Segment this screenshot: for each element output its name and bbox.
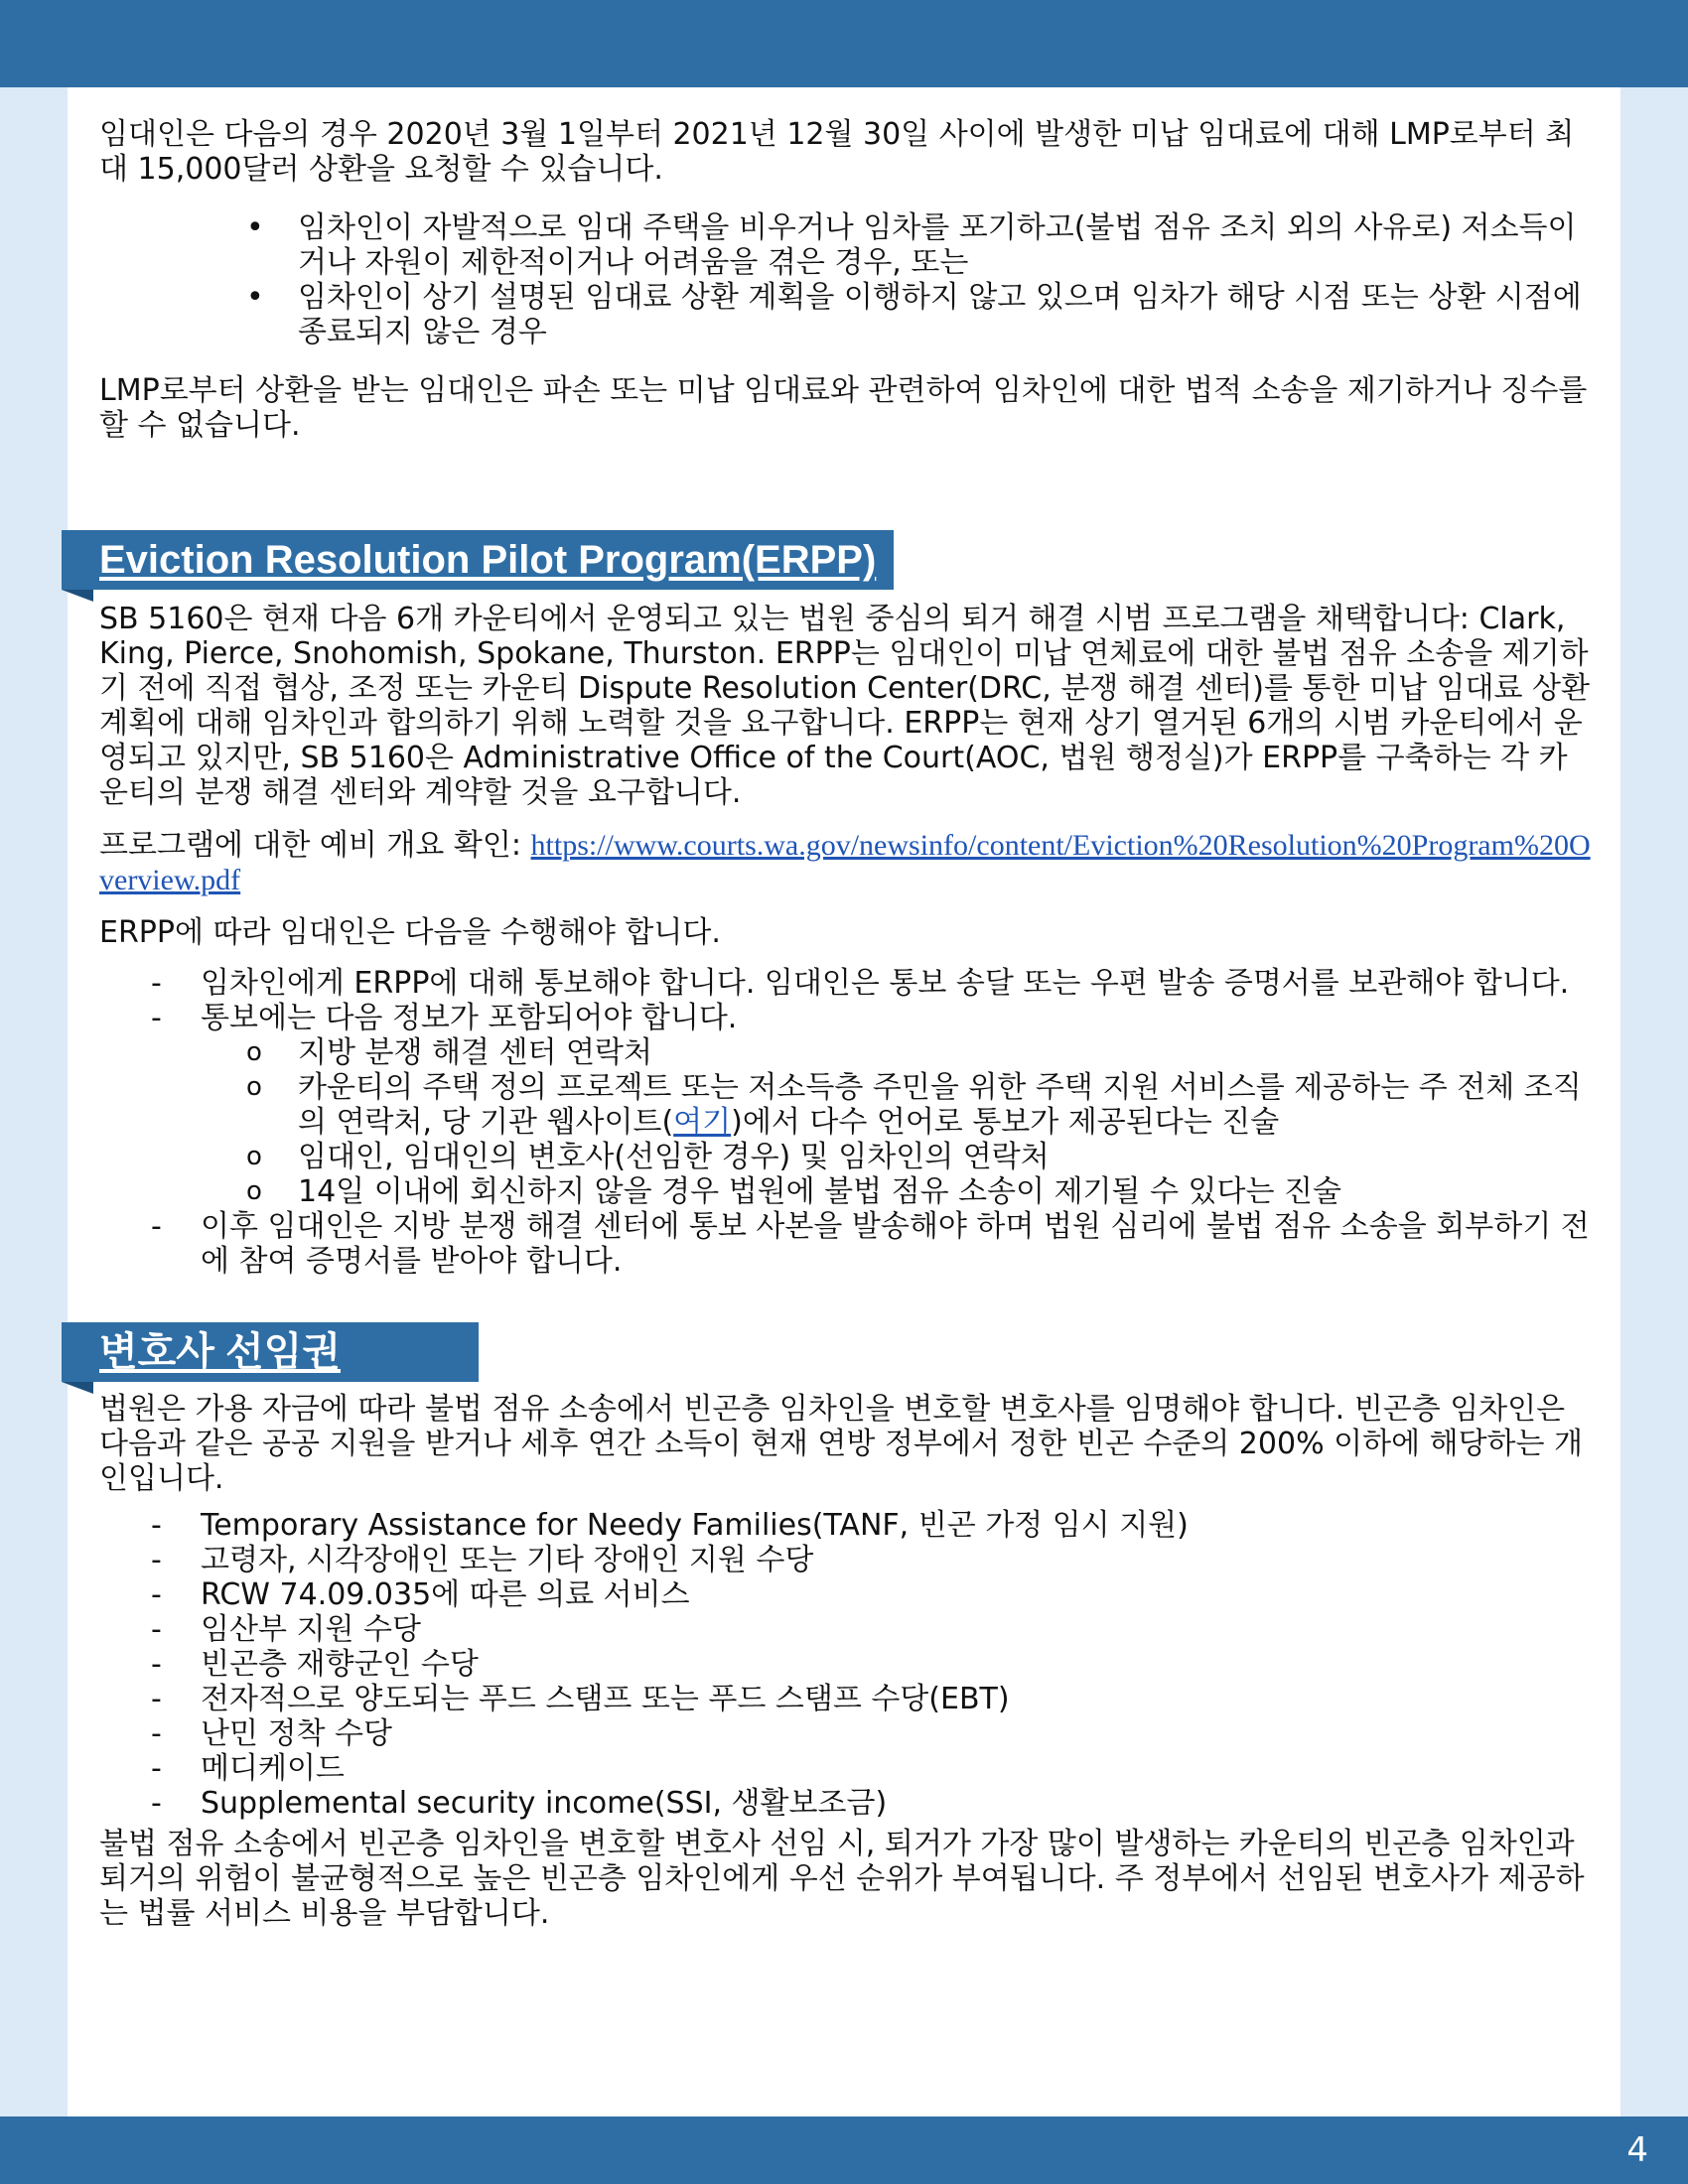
list-item: - Supplemental security income(SSI, 생활보조금) (151, 1786, 888, 1821)
list-item: • 임차인이 상기 설명된 임대료 상환 계획을 이행하지 않고 있으며 임차가 해당 시점 또는 상환 시점에 종료되지 않은 경우 (246, 280, 1582, 349)
list-item: - 고령자, 시각장애인 또는 기타 장애인 지원 수당 (151, 1543, 814, 1577)
bottom-banner (0, 2116, 1688, 2184)
list-item: - 메디케이드 (151, 1751, 345, 1786)
dash-icon: - (151, 1001, 162, 1035)
dash-icon: - (151, 1786, 162, 1821)
erpp-requirements-intro: ERPP에 따라 임대인은 다음을 수행해야 합니다. (99, 915, 721, 950)
bullet-icon: • (246, 280, 264, 315)
page-number: 4 (1626, 2130, 1648, 2170)
intro-closing-paragraph: LMP로부터 상환을 받는 임대인은 파손 또는 미납 임대료와 관련하여 임차인에 대한 법적 소송을 제기하거나 징수를 할 수 없습니다. (99, 373, 1588, 443)
list-item: - 임산부 지원 수당 (151, 1612, 421, 1647)
dash-icon: - (151, 1716, 162, 1751)
dash-icon: - (151, 1682, 162, 1716)
list-item: - 임차인에게 ERPP에 대해 통보해야 합니다. 임대인은 통보 송달 또는 우편 발송 증명서를 보관해야 합니다. (151, 966, 1570, 1001)
sub-list-item: o 14일 이내에 회신하지 않을 경우 법원에 불법 점유 소송이 제기될 수 있다는 진술 (246, 1174, 1341, 1209)
notice-contents-list (201, 1035, 1591, 1209)
circle-bullet-icon: o (246, 1176, 262, 1206)
dash-icon: - (151, 1647, 162, 1682)
dash-icon: - (151, 1612, 162, 1647)
dash-icon: - (151, 1577, 162, 1612)
overview-paragraph: 프로그램에 대한 예비 개요 확인: https://www.courts.wa.gov/newsinfo/content/Eviction%20Resolution%20Program%20Overview.pdf (99, 828, 1591, 896)
erpp-requirements-list (99, 966, 1591, 1279)
list-item: - 이후 임대인은 지방 분쟁 해결 센터에 통보 사본을 발송해야 하며 법원 심리에 불법 점유 소송을 회부하기 전에 참여 증명서를 받아야 합니다. (151, 1209, 1590, 1279)
dash-icon: - (151, 1209, 162, 1244)
bullet-icon: • (246, 210, 264, 245)
sub-list-item: o 카운티의 주택 정의 프로젝트 또는 저소득층 주민을 위한 주택 지원 서비스를 제공하는 주 전체 조직의 연락처, 당 기관 웹사이트(여기)에서 다수 언어로 통보가 제공된다는 진술 (246, 1070, 1582, 1140)
sub-list-item: o 지방 분쟁 해결 센터 연락처 (246, 1035, 652, 1070)
erpp-paragraph: SB 5160은 현재 다음 6개 카운티에서 운영되고 있는 법원 중심의 퇴거 해결 시범 프로그램을 채택합니다: Clark, King, Pierce, Snohomish, Spokane, Thurston. ERPP는 임대인이 미납 연체료에 대한 불법 점유 소송을 제기하기 전에 직접 협상, 조정 또는 카운티 Dispute Resolution Center(DRC, 분쟁 해결 센터)를 통한 미납 임대료 상환 계획에 대해 임차인과 합의하기 위해 노력할 것을 요구합니다. ERPP는 현재 상기 열거된 6개의 시범 카운티에서 운영되고 있지만, SB 5160은 Administrative Office of the Court(AOC, 법원 행정실)가 ERPP를 구축하는 각 카운티의 분쟁 해결 센터와 계약할 것을 요구합니다. (99, 602, 1590, 810)
circle-bullet-icon: o (246, 1037, 262, 1067)
list-item: • 임차인이 자발적으로 임대 주택을 비우거나 임차를 포기하고(불법 점유 조치 외의 사유로) 저소득이거나 자원이 제한적이거나 어려움을 겪은 경우, 또는 (246, 210, 1577, 280)
top-banner (0, 0, 1688, 87)
list-item: - RCW 74.09.035에 따른 의료 서비스 (151, 1577, 690, 1612)
dash-icon: - (151, 1543, 162, 1577)
page-content (68, 87, 1620, 2116)
erpp-heading-wrap (68, 530, 1591, 590)
website-link[interactable]: 여기 (673, 1105, 732, 1140)
counsel-heading-wrap (68, 1322, 1591, 1382)
overview-link[interactable]: https://www.courts.wa.gov/newsinfo/content/Eviction%20Resolution%20Program%20Overview.pdf (99, 829, 1591, 896)
list-item: - Temporary Assistance for Needy Families(TANF, 빈곤 가정 임시 지원) (151, 1508, 1189, 1543)
list-item: - 빈곤층 재향군인 수당 (151, 1647, 479, 1682)
counsel-closing-paragraph: 불법 점유 소송에서 빈곤층 임차인을 변호할 변호사 선임 시, 퇴거가 가장 많이 발생하는 카운티의 빈곤층 임차인과 퇴거의 위험이 불균형적으로 높은 빈곤층 임차인에게 우선 순위가 부여됩니다. 주 정부에서 선임된 변호사가 제공하는 법률 서비스 비용을 부담합니다. (99, 1827, 1585, 1931)
heading-fold-decoration (62, 1382, 93, 1394)
intro-bullet-list (99, 210, 1591, 349)
heading-fold-decoration (62, 590, 93, 602)
counsel-paragraph: 법원은 가용 자금에 따라 불법 점유 소송에서 빈곤층 임차인을 변호할 변호사를 임명해야 합니다. 빈곤층 임차인은 다음과 같은 공공 지원을 받거나 세후 연간 소득이 현재 연방 정부에서 정한 빈곤 수준의 200% 이하에 해당하는 개인입니다. (99, 1392, 1584, 1496)
circle-bullet-icon: o (246, 1142, 262, 1171)
list-item: - 전자적으로 양도되는 푸드 스탬프 또는 푸드 스탬프 수당(EBT) (151, 1682, 1010, 1716)
section-heading-counsel: 변호사 선임권 (62, 1322, 479, 1382)
list-item: - 난민 정착 수당 (151, 1716, 392, 1751)
public-assistance-list (99, 1508, 1591, 1821)
right-margin (1620, 87, 1688, 2116)
list-item: - 통보에는 다음 정보가 포함되어야 합니다. o 지방 분쟁 해결 센터 연락처 o 카운티의 주택 정의 프로젝트 또는 저소득층 주민을 위한 주택 지원 서비스를 제공하는 주 전체 조직의 연락처, 당 기관 웹사이트(여기)에서 다수 언어로 통보가 제공된다는 진술 o 임대인, 임대인의 변호사(선임한 경우) 및 임차인의 연락처 o 14일 이내에 회신하지 않을 경우 법원에 불법 점유 소송이 제기될 수 있다는 진술 (99, 1001, 1591, 1209)
dash-icon: - (151, 1508, 162, 1543)
sub-list-item: o 임대인, 임대인의 변호사(선임한 경우) 및 임차인의 연락처 (246, 1140, 1050, 1174)
dash-icon: - (151, 1751, 162, 1786)
intro-paragraph: 임대인은 다음의 경우 2020년 3월 1일부터 2021년 12월 30일 사이에 발생한 미납 임대료에 대해 LMP로부터 최대 15,000달러 상환을 요청할 수 있습니다. (99, 117, 1575, 187)
dash-icon: - (151, 966, 162, 1001)
circle-bullet-icon: o (246, 1072, 262, 1102)
section-heading-erpp: Eviction Resolution Pilot Program(ERPP) (62, 530, 894, 590)
